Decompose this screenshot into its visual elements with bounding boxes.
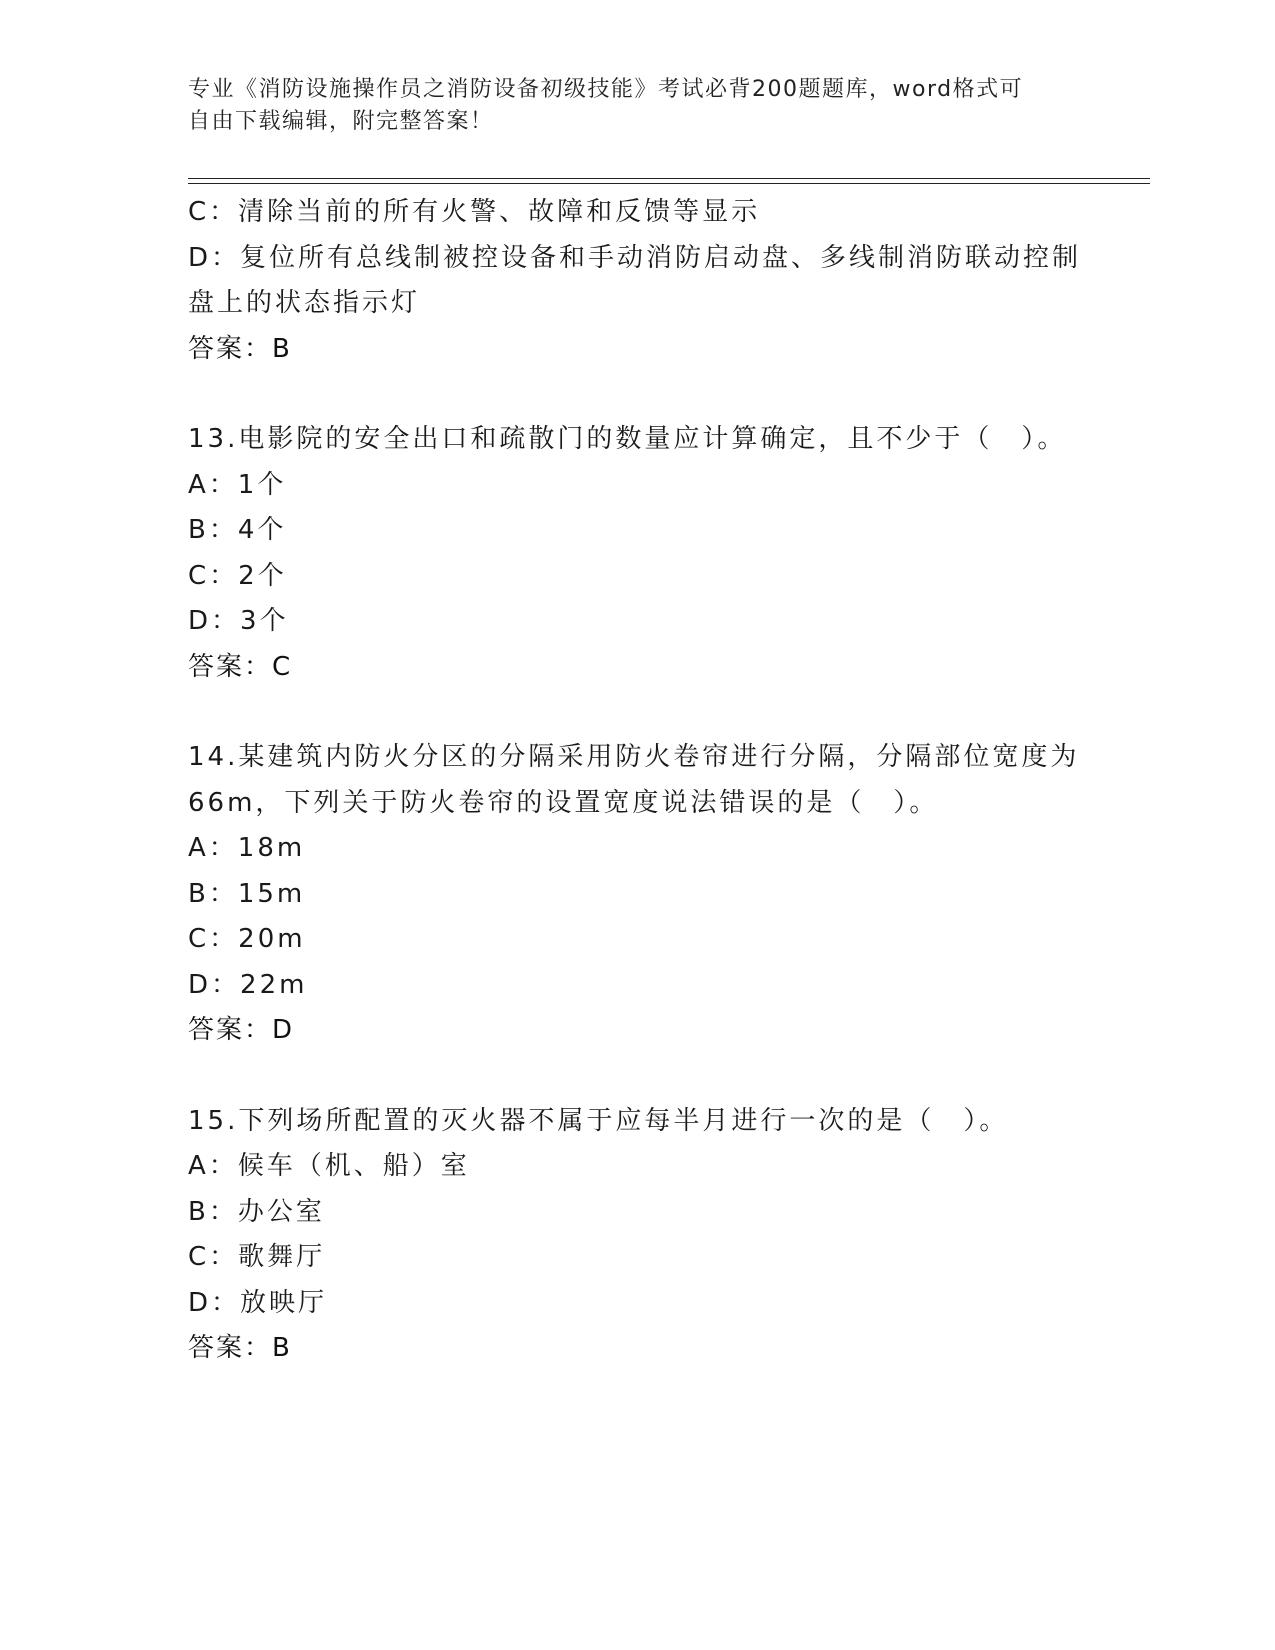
document-header bbox=[188, 74, 1088, 138]
option-d: D：3个 bbox=[188, 606, 289, 636]
question-content bbox=[188, 190, 1088, 1372]
header-line-2: 自由下载编辑，附完整答案！ bbox=[188, 109, 494, 134]
question-stem: 15.下列场所配置的灭火器不属于应每半月进行一次的是（ ）。 bbox=[188, 1105, 1009, 1136]
option-b: B：办公室 bbox=[188, 1196, 325, 1227]
option-b: B：15m bbox=[188, 878, 306, 909]
header-divider-top bbox=[188, 178, 1150, 179]
option-a: A：18m bbox=[188, 833, 306, 863]
option-a: A：1个 bbox=[188, 469, 287, 500]
option-c: C：2个 bbox=[188, 560, 287, 591]
prev-question bbox=[188, 190, 1088, 372]
answer-line: 答案：C bbox=[188, 651, 293, 682]
option-c: C：清除当前的所有火警、故障和反馈等显示 bbox=[188, 197, 761, 227]
header-divider-bottom bbox=[188, 183, 1150, 184]
question-15 bbox=[188, 1099, 1088, 1372]
option-c: C：歌舞厅 bbox=[188, 1242, 326, 1272]
option-b: B：4个 bbox=[188, 515, 287, 545]
header-line-1: 专业《消防设施操作员之消防设备初级技能》考试必背200题题库，word格式可 bbox=[188, 77, 1024, 102]
question-stem: 14.某建筑内防火分区的分隔采用防火卷帘进行分隔，分隔部位宽度为 bbox=[188, 742, 1080, 772]
option-d: D：复位所有总线制被控设备和手动消防启动盘、多线制消防联动控制 bbox=[188, 242, 1082, 273]
answer-line: 答案：D bbox=[188, 1015, 295, 1045]
option-d: D：放映厅 bbox=[188, 1287, 328, 1318]
question-stem: 13.电影院的安全出口和疏散门的数量应计算确定，且不少于（ ）。 bbox=[188, 424, 1067, 454]
option-d-continued: 盘上的状态指示灯 bbox=[188, 288, 421, 318]
question-14 bbox=[188, 735, 1088, 1054]
option-a: A：候车（机、船）室 bbox=[188, 1151, 470, 1181]
option-c: C：20m bbox=[188, 924, 306, 954]
question-stem-continued: 66m，下列关于防火卷帘的设置宽度说法错误的是（ ）。 bbox=[188, 787, 939, 818]
answer-line: 答案：B bbox=[188, 333, 292, 364]
option-d: D：22m bbox=[188, 969, 308, 1000]
answer-line: 答案：B bbox=[188, 1333, 292, 1363]
question-13 bbox=[188, 417, 1088, 690]
